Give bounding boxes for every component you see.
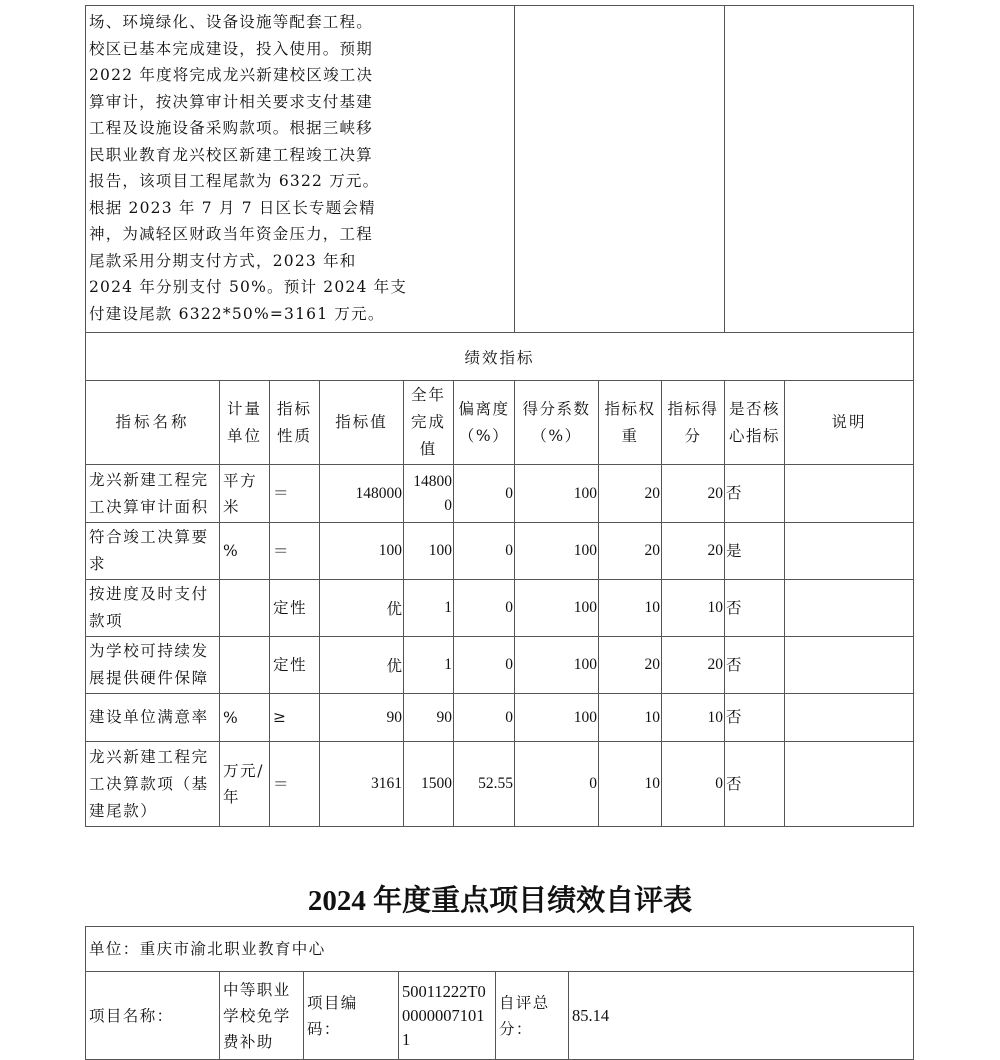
cell-coef: 100 — [515, 694, 599, 742]
cell-name: 龙兴新建工程完工决算审计面积 — [86, 465, 220, 523]
cell-name: 为学校可持续发展提供硬件保障 — [86, 637, 220, 694]
indicator-row — [86, 637, 914, 694]
total-score-value: 85.14 — [569, 972, 914, 1060]
project-name-label: 项目名称： — [86, 972, 220, 1060]
cell-note — [785, 465, 914, 523]
cell-score: 20 — [662, 523, 725, 580]
cell-target: 90 — [320, 694, 404, 742]
cell-deviation: 0 — [454, 580, 515, 637]
cell-weight: 20 — [599, 637, 662, 694]
project-code-label: 项目编码： — [304, 972, 399, 1060]
cell-name: 龙兴新建工程完工决算款项（基建尾款） — [86, 742, 220, 827]
cell-score: 20 — [662, 637, 725, 694]
cell-note — [785, 523, 914, 580]
cell-target: 3161 — [320, 742, 404, 827]
cell-unit: % — [220, 523, 270, 580]
cell-actual: 1 — [404, 637, 454, 694]
header-score: 指标得分 — [662, 381, 725, 465]
indicator-row — [86, 742, 914, 827]
total-score-label: 自评总分： — [496, 972, 569, 1060]
description-line: 校区已基本完成建设，投入使用。预期 — [89, 39, 373, 58]
cell-deviation: 0 — [454, 637, 515, 694]
project-name-value: 中等职业学校免学费补助 — [220, 972, 304, 1060]
empty-cell — [515, 6, 725, 333]
cell-weight: 10 — [599, 694, 662, 742]
cell-coef: 100 — [515, 637, 599, 694]
cell-unit: 万元/年 — [220, 742, 270, 827]
cell-name: 符合竣工决算要求 — [86, 523, 220, 580]
cell-target: 100 — [320, 523, 404, 580]
cell-note — [785, 694, 914, 742]
cell-actual: 90 — [404, 694, 454, 742]
header-weight: 指标权重 — [599, 381, 662, 465]
indicator-row — [86, 694, 914, 742]
project-description-cell — [86, 6, 515, 333]
cell-note — [785, 637, 914, 694]
cell-unit: 平方米 — [220, 465, 270, 523]
header-name: 指标名称 — [86, 381, 220, 465]
description-line: 报告，该项目工程尾款为 6322 万元。 — [89, 172, 380, 190]
cell-weight: 20 — [599, 465, 662, 523]
cell-nature: ＝ — [270, 465, 320, 523]
cell-score: 10 — [662, 694, 725, 742]
cell-coef: 100 — [515, 580, 599, 637]
header-target: 指标值 — [320, 381, 404, 465]
cell-target: 优 — [320, 637, 404, 694]
cell-weight: 20 — [599, 523, 662, 580]
cell-nature: ≥ — [270, 694, 320, 742]
performance-indicator-table — [85, 5, 914, 827]
header-actual: 全年完成值 — [404, 381, 454, 465]
cell-name: 按进度及时支付款项 — [86, 580, 220, 637]
cell-name: 建设单位满意率 — [86, 694, 220, 742]
cell-core: 否 — [725, 694, 785, 742]
unit-line: 单位：重庆市渝北职业教育中心 — [86, 927, 914, 972]
description-line: 付建设尾款 6322*50%=3161 万元。 — [89, 304, 385, 323]
cell-weight: 10 — [599, 742, 662, 827]
cell-score: 0 — [662, 742, 725, 827]
cell-nature: 定性 — [270, 580, 320, 637]
cell-core: 否 — [725, 742, 785, 827]
cell-coef: 0 — [515, 742, 599, 827]
description-line: 场、环境绿化、设备设施等配套工程。 — [89, 13, 373, 31]
description-line: 神，为减轻区财政当年资金压力，工程 — [89, 225, 373, 243]
empty-cell — [725, 6, 914, 333]
indicator-row — [86, 465, 914, 523]
cell-score: 10 — [662, 580, 725, 637]
description-line: 民职业教育龙兴校区新建工程竣工决算 — [89, 145, 373, 164]
cell-nature: ＝ — [270, 742, 320, 827]
cell-deviation: 52.55 — [454, 742, 515, 827]
cell-core: 否 — [725, 637, 785, 694]
header-coef: 得分系数（%） — [515, 381, 599, 465]
cell-actual: 1500 — [404, 742, 454, 827]
header-deviation: 偏离度（%） — [454, 381, 515, 465]
cell-coef: 100 — [515, 465, 599, 523]
cell-unit — [220, 580, 270, 637]
cell-score: 20 — [662, 465, 725, 523]
cell-core: 否 — [725, 580, 785, 637]
cell-target: 148000 — [320, 465, 404, 523]
description-line: 工程及设施设备采购款项。根据三峡移 — [89, 119, 373, 137]
cell-target: 优 — [320, 580, 404, 637]
section-title: 绩效指标 — [86, 333, 914, 381]
description-line: 2024 年分别支付 50%。预计 2024 年支 — [89, 278, 408, 296]
header-note: 说明 — [785, 381, 914, 465]
cell-actual: 100 — [404, 523, 454, 580]
description-line: 算审计，按决算审计相关要求支付基建 — [89, 92, 373, 111]
indicator-row — [86, 580, 914, 637]
header-nature: 指标性质 — [270, 381, 320, 465]
cell-note — [785, 580, 914, 637]
self-evaluation-form — [85, 926, 914, 1060]
cell-deviation: 0 — [454, 465, 515, 523]
cell-actual: 148000 — [404, 465, 454, 523]
project-code-value: 50011222T000000071011 — [399, 972, 496, 1060]
cell-deviation: 0 — [454, 694, 515, 742]
cell-actual: 1 — [404, 580, 454, 637]
cell-deviation: 0 — [454, 523, 515, 580]
cell-core: 否 — [725, 465, 785, 523]
header-core: 是否核心指标 — [725, 381, 785, 465]
cell-coef: 100 — [515, 523, 599, 580]
cell-unit: % — [220, 694, 270, 742]
cell-unit — [220, 637, 270, 694]
header-row — [86, 381, 914, 465]
cell-note — [785, 742, 914, 827]
form-title: 2024 年度重点项目绩效自评表 — [307, 885, 693, 917]
description-line: 2022 年度将完成龙兴新建校区竣工决 — [89, 66, 374, 84]
cell-weight: 10 — [599, 580, 662, 637]
cell-nature: ＝ — [270, 523, 320, 580]
header-unit: 计量单位 — [220, 381, 270, 465]
description-line: 尾款采用分期支付方式，2023 年和 — [89, 251, 357, 270]
indicator-row — [86, 523, 914, 580]
description-line: 根据 2023 年 7 月 7 日区长专题会精 — [89, 198, 376, 217]
cell-nature: 定性 — [270, 637, 320, 694]
cell-core: 是 — [725, 523, 785, 580]
